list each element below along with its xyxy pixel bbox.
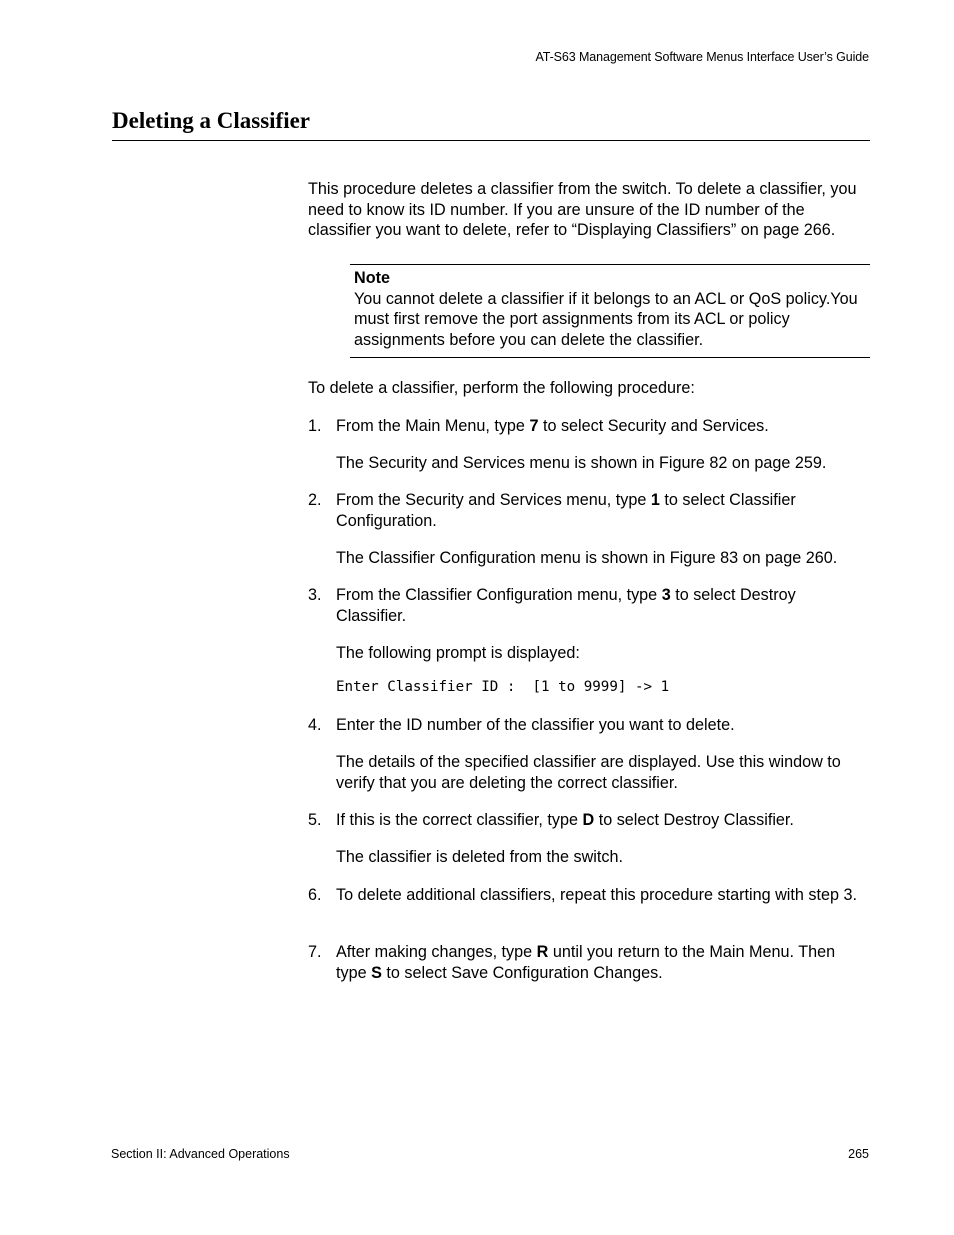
step-number: 7.	[308, 943, 322, 961]
step-text-post: to select Classifier Configuration.	[336, 491, 796, 530]
step-text-post: to select Destroy Classifier.	[594, 811, 794, 829]
step-text-post: to select Security and Services.	[538, 417, 769, 435]
intro-paragraph: This procedure deletes a classifier from the switch. To delete a classifier, you need to know its ID number. If you are unsure of the ID number of the classifier you want to delete, refer to “Displaying Classifiers” on page 266.	[308, 180, 857, 240]
step-text-pre: If this is the correct classifier, type	[336, 811, 583, 829]
step-4-result: The details of the specified classifier are displayed. Use this window to verify that you are deleting the correct classifier.	[336, 753, 841, 792]
step-key: 7	[529, 417, 539, 435]
step-key: 1	[650, 491, 660, 509]
step-number: 4.	[308, 716, 322, 734]
step-text: To delete additional classifiers, repeat this procedure starting with step 3.	[336, 886, 857, 904]
step-text-pre: After making changes, type	[336, 943, 537, 961]
step-6	[308, 885, 870, 906]
footer-page-number: 265	[848, 1147, 869, 1161]
step-5	[308, 810, 870, 831]
step-2	[308, 490, 870, 531]
running-header: AT-S63 Management Software Menus Interface User’s Guide	[535, 50, 869, 64]
step-text-pre: From the Main Menu, type	[336, 417, 530, 435]
step-7	[308, 942, 870, 983]
step-key: D	[582, 811, 595, 829]
step-text	[336, 585, 870, 626]
note-label: Note	[354, 269, 390, 287]
step-key: R	[536, 943, 549, 961]
step-4	[308, 715, 870, 736]
step-text: Enter the ID number of the classifier you want to delete.	[336, 716, 735, 734]
step-1-result: The Security and Services menu is shown in Figure 82 on page 259.	[336, 454, 827, 472]
step-text	[336, 942, 870, 983]
step-text	[336, 810, 870, 831]
section-title: Deleting a Classifier	[112, 108, 311, 133]
step-text	[336, 490, 870, 531]
step-3	[308, 585, 870, 626]
footer-section-name: Section II: Advanced Operations	[111, 1147, 290, 1161]
step-number: 6.	[308, 886, 322, 904]
step-key-2: S	[371, 963, 382, 982]
procedure-lead-in: To delete a classifier, perform the following procedure:	[308, 379, 695, 397]
step-text-pre: From the Classifier Configuration menu, type	[336, 586, 662, 604]
step-2-result: The Classifier Configuration menu is shown in Figure 83 on page 260.	[336, 549, 838, 567]
step-number: 2.	[308, 491, 322, 509]
step-text-post: to select Save Configuration Changes.	[381, 963, 663, 982]
note-box	[350, 264, 870, 358]
note-text: You cannot delete a classifier if it belongs to an ACL or QoS policy.You must first remove the port assignments from its ACL or policy assignments before you can delete the classifier.	[354, 289, 858, 349]
step-key: 3	[661, 586, 671, 604]
step-text-mid: until you return to the Main Menu. Then type	[336, 943, 836, 982]
title-rule	[112, 140, 870, 141]
step-text-post: to select Destroy Classifier.	[336, 586, 796, 625]
console-prompt: Enter Classifier ID : [1 to 9999] -> 1	[336, 679, 670, 695]
step-number: 5.	[308, 811, 322, 829]
step-number: 1.	[308, 417, 322, 435]
step-1	[308, 416, 870, 437]
step-number: 3.	[308, 586, 322, 604]
step-5-result: The classifier is deleted from the switch.	[336, 848, 623, 866]
step-3-result: The following prompt is displayed:	[336, 644, 580, 662]
step-text	[336, 416, 870, 437]
step-text-pre: From the Security and Services menu, type	[336, 491, 651, 509]
